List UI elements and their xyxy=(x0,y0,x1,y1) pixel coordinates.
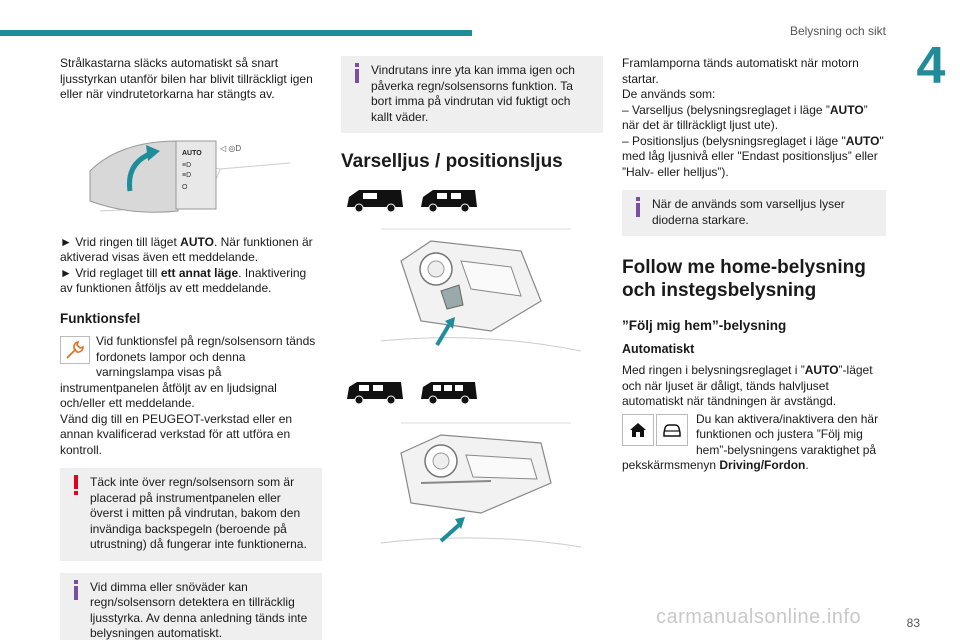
van-icon xyxy=(419,187,479,213)
headlamp-illustration-1 xyxy=(341,221,603,371)
column-2 xyxy=(341,56,603,563)
wrench-icon xyxy=(60,336,90,364)
home-icon xyxy=(622,414,654,446)
paragraph: Framlamporna tänds automatiskt när motorn startar. De används som: – Varselljus (belysningsreglaget i läge ”AUTO” när det är tillräckligt ljust ute). – Positionsljus (belysningsreglaget i läge "AUTO" med låg ljusnivå eller "Endast positionsljus” eller ”Halv- eller helljus”). xyxy=(622,56,884,179)
section-heading: Varselljus / positionsljus xyxy=(341,151,563,172)
menu-icons xyxy=(622,412,690,448)
warning-note: Täck inte över regn/solsensorn som är placerad på instrumentpanelen eller överst i mitten på vindrutan, bakom den invändiga backspegeln (beroende på utrustning) då fungerar inte funktionerna. xyxy=(60,468,322,561)
van-icon xyxy=(419,379,479,405)
auto-label: AUTO xyxy=(182,149,202,157)
mini-heading: Automatiskt xyxy=(622,341,695,356)
menu-block xyxy=(622,412,886,474)
fault-heading: Funktionsfel xyxy=(60,310,141,326)
info-icon xyxy=(69,579,83,601)
exclamation-icon xyxy=(69,474,83,496)
section-title: Belysning och sikt xyxy=(789,24,886,38)
info-icon xyxy=(631,196,645,218)
info-note: När de används som varselljus lyser dioderna starkare. xyxy=(622,190,886,236)
paragraph: Med ringen i belysningsreglaget i ”AUTO”-läget och när ljuset är dåligt, tänds halvljuset automatiskt när tändningen är avstängd. xyxy=(622,363,873,408)
van-icon xyxy=(345,187,405,213)
page-number: 83 xyxy=(906,616,920,630)
svg-text:O: O xyxy=(182,183,188,191)
svg-text:≡D: ≡D xyxy=(182,161,192,169)
headlamp-illustration-2 xyxy=(341,413,603,563)
fault-text-2: Vänd dig till en PEUGEOT-verkstad eller en annan kvalificerad verkstad för att utföra en kontroll. xyxy=(60,411,293,457)
van-icons-bottom xyxy=(345,379,603,409)
watermark: carmanualsonline.info xyxy=(656,606,862,628)
sub-heading: ”Följ mig hem”-belysning xyxy=(622,318,787,333)
info-note: Vindrutans inre yta kan imma igen och påverka regn/solsensorns funktion. Ta bort imma på vindrutan vid fuktigt och kallt väder. xyxy=(341,56,603,133)
info-note: Vid dimma eller snöväder kan regn/solsensorn detektera en tillräcklig ljusstyrka. Av denna anledning tänds inte belysningen automatiskt. xyxy=(60,573,322,640)
car-icon xyxy=(656,414,688,446)
svg-text:≡D: ≡D xyxy=(182,171,192,179)
stalk-illustration xyxy=(60,111,322,221)
svg-text:◁ ◎D: ◁ ◎D xyxy=(220,143,242,153)
menu-text: Du kan aktivera/inaktivera den här funktionen och justera ”Följ mig hem”-belysningens varaktighet på pekskärmsmenyn Driving/Fordon. xyxy=(622,411,879,472)
header-accent-bar xyxy=(0,30,472,36)
van-icon xyxy=(345,379,405,405)
column-3 xyxy=(622,56,886,482)
info-icon xyxy=(350,62,364,84)
column-1 xyxy=(60,56,322,640)
instruction-1: ► Vrid ringen till läget AUTO. När funktionen är aktiverad visas även ett meddelande. ► Vrid reglaget till ett annat läge. Inaktivering av funktionen åtföljs av ett meddelande. xyxy=(60,234,313,295)
chapter-number: 4 xyxy=(916,37,946,95)
fault-block xyxy=(60,334,322,458)
fault-text: Vid funktionsfel på regn/solsensorn tänds fordonets lampor och denna varningslampa visas på instrumentpanelen åtföljt av en ljudsignal och/eller ett meddelande. xyxy=(60,334,316,410)
van-icons-top xyxy=(345,187,603,217)
paragraph: Strålkastarna släcks automatiskt så snart ljusstyrkan utanför bilen har blivit tillräckligt igen eller när vindrutetorkarna har stängts av. xyxy=(60,56,313,101)
section-heading: Follow me home-belysning och instegsbelysning xyxy=(622,257,866,301)
